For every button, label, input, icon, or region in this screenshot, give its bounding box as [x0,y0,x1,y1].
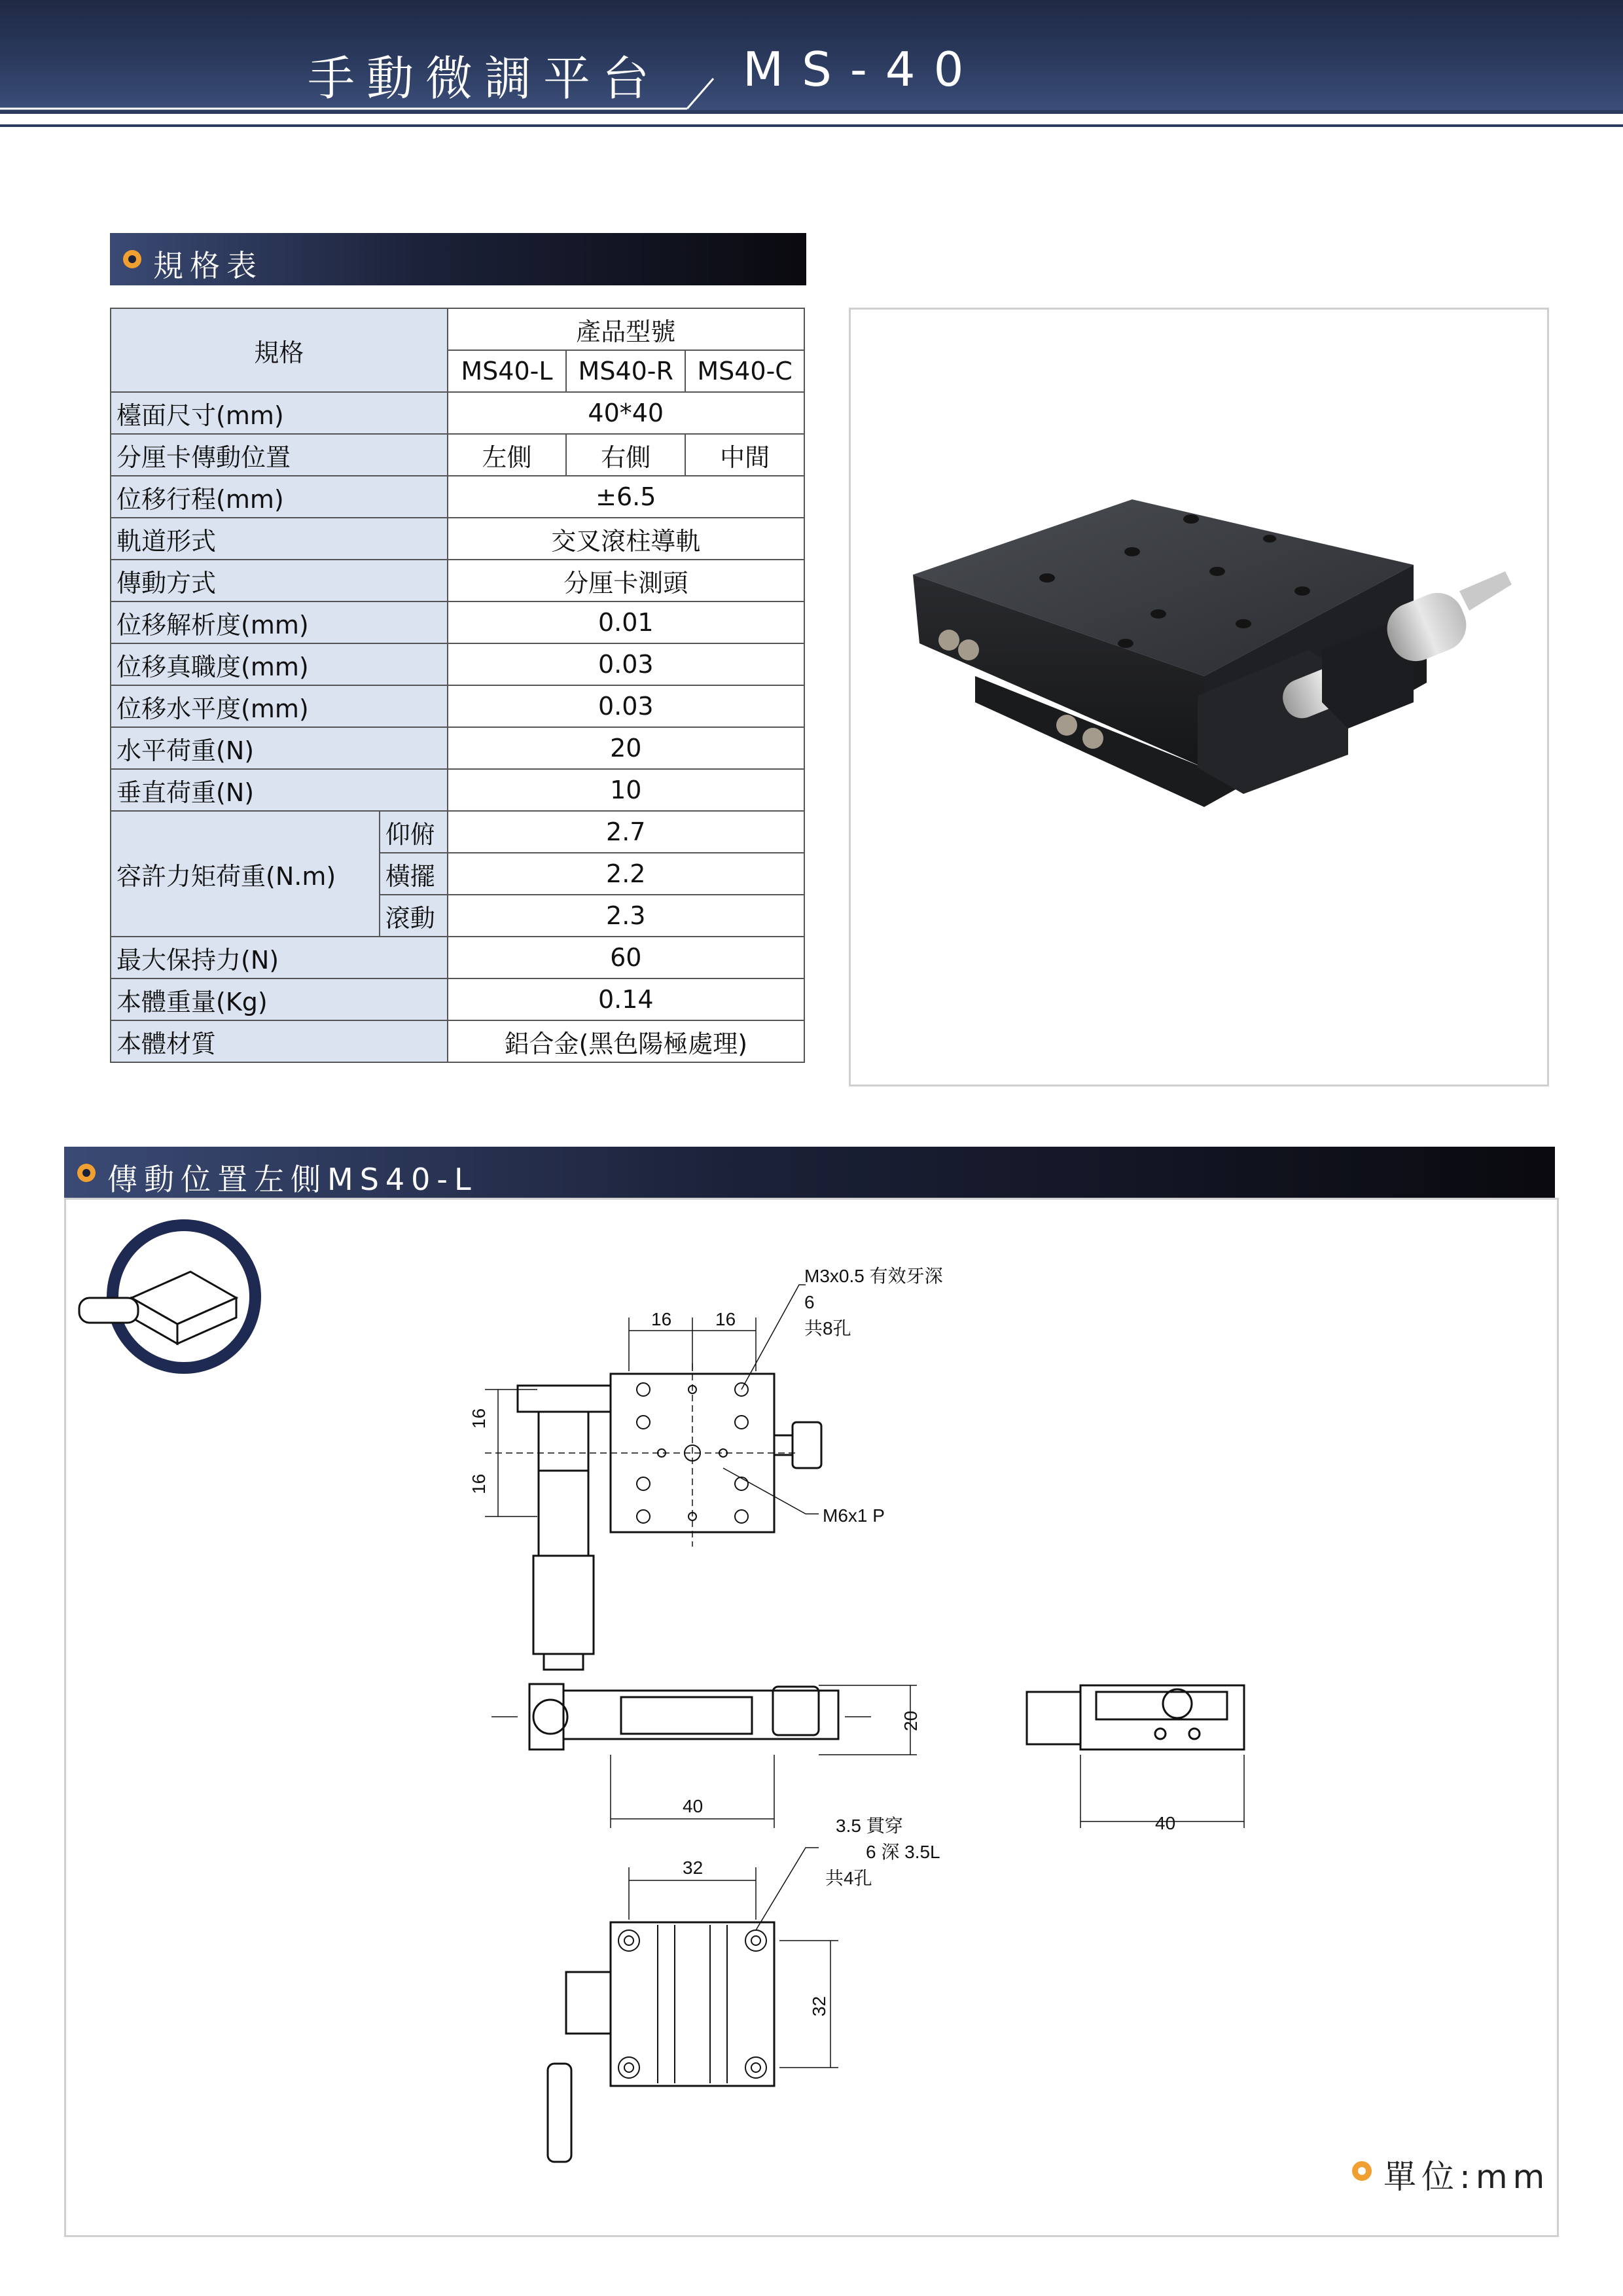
moment-sub-label: 滾動 [380,895,448,937]
thread-note: M3x0.5 有效牙深 [804,1266,943,1286]
row-value: 10 [448,769,804,811]
spec-section-title: 規格表 [153,248,263,283]
row-value: 0.14 [448,978,804,1020]
dim-label: 40 [683,1796,704,1816]
model-cell: MS40-R [566,350,685,392]
row-value: 鋁合金(黑色陽極處理) [448,1020,804,1062]
table-row [111,811,804,853]
row-value: 20 [448,727,804,769]
row-label: 垂直荷重(N) [111,769,448,811]
row-label: 水平荷重(N) [111,727,448,769]
center-hole-note: M6x1 P [823,1505,885,1526]
dim-label: 32 [809,1996,829,2017]
table-row [111,978,804,1020]
model-cell: MS40-L [448,350,567,392]
row-label: 傳動方式 [111,560,448,601]
technical-drawing [66,1200,1557,2235]
table-row [111,1020,804,1062]
row-label: 分厘卡傳動位置 [111,434,448,476]
spec-header-label: 規格 [111,308,448,392]
spec-table [110,308,805,1063]
row-label: 位移真職度(mm) [111,643,448,685]
dim-label: 16 [469,1473,489,1494]
table-row [111,643,804,685]
row-label: 最大保持力(N) [111,937,448,978]
bullet-icon [122,249,143,270]
dim-label: 20 [901,1710,921,1731]
drawing-section-title: 傳動位置左側MS40-L [107,1162,478,1197]
table-row [111,601,804,643]
model-number: MS-40 [743,42,982,97]
table-row [111,727,804,769]
spec-section-header [110,233,806,285]
hole-note: 共4孔 [825,1868,872,1888]
row-value: 交叉滾柱導軌 [448,518,804,560]
dim-label: 16 [651,1309,672,1329]
dim-label: 32 [683,1857,704,1878]
row-value: 0.03 [448,685,804,727]
row-label: 位移行程(mm) [111,476,448,518]
thread-note: 6 [804,1292,815,1312]
row-label: 本體重量(Kg) [111,978,448,1020]
row-value: 分厘卡測頭 [448,560,804,601]
dim-label: 40 [1155,1813,1176,1833]
table-row [111,685,804,727]
moment-sub-label: 仰俯 [380,811,448,853]
table-row [111,937,804,978]
bullet-icon [1351,2160,1373,2182]
moment-label: 容許力矩荷重(N.m) [111,811,380,937]
page-title: 手動微調平台 [308,51,662,106]
dim-label: 16 [715,1309,736,1329]
table-row [111,476,804,518]
thread-note: 共8孔 [804,1318,851,1338]
row-value: 左側 [448,434,567,476]
row-value: 2.2 [448,853,804,895]
row-value: ±6.5 [448,476,804,518]
row-label: 軌道形式 [111,518,448,560]
drawing-section-header [64,1147,1555,1199]
model-cell: MS40-C [685,350,804,392]
product-photo [849,308,1549,1086]
table-row [111,560,804,601]
hole-note: 6 深 3.5L [866,1842,940,1862]
row-value: 2.7 [448,811,804,853]
row-value: 中間 [685,434,804,476]
table-row [111,434,804,476]
row-label: 本體材質 [111,1020,448,1062]
unit-label: 單位:mm [1383,2158,1550,2196]
technical-drawing-panel [64,1198,1559,2237]
row-label: 位移解析度(mm) [111,601,448,643]
row-label: 位移水平度(mm) [111,685,448,727]
row-value: 右側 [566,434,685,476]
dim-label: 16 [469,1408,489,1429]
table-row [111,392,804,434]
row-value: 0.01 [448,601,804,643]
stage-photo-illustration [851,310,1547,1085]
row-label: 檯面尺寸(mm) [111,392,448,434]
row-value: 60 [448,937,804,978]
table-row [111,518,804,560]
table-row [111,769,804,811]
moment-sub-label: 橫擺 [380,853,448,895]
product-model-header: 產品型號 [448,308,804,350]
row-value: 40*40 [448,392,804,434]
row-value: 2.3 [448,895,804,937]
hole-note: 3.5 貫穿 [836,1816,903,1836]
row-value: 0.03 [448,643,804,685]
bullet-icon [76,1162,97,1183]
